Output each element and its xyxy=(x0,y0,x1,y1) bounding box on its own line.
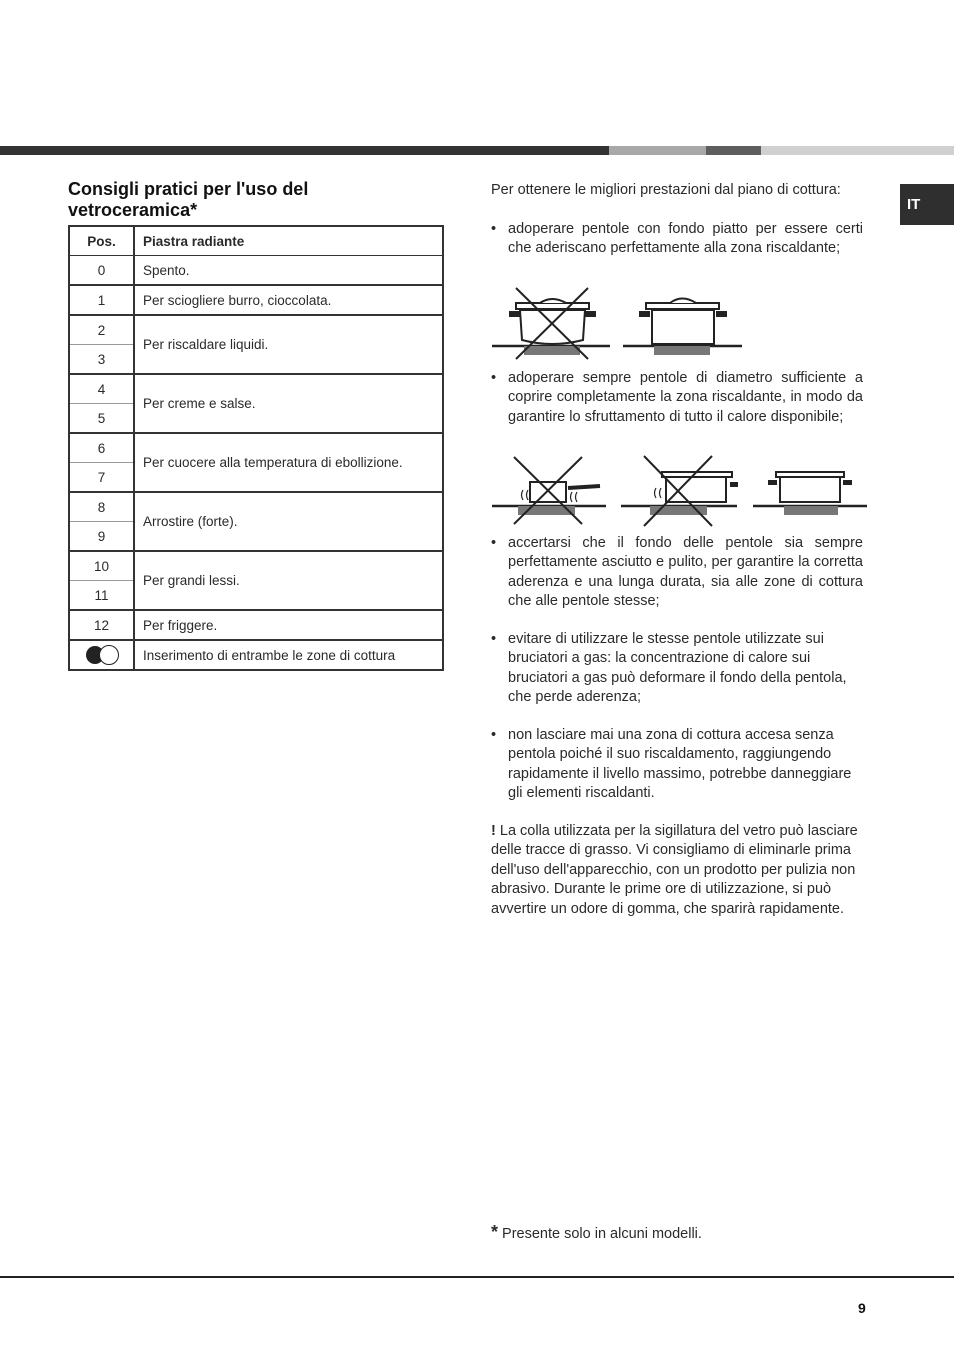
header-color-bar xyxy=(0,146,954,155)
table-row: 12 Per friggere. xyxy=(69,610,443,640)
page-number: 9 xyxy=(858,1300,866,1316)
warning-note: ! La colla utilizzata per la sigillatura del vetro può lasciare delle tracce di grasso. Vi consigliamo di eliminarle prima dell'uso dell'apparecchio, con un prodotto per pulizia non abrasivo. Durante le prime ore di utilizzazione, si può avvertire un odore di gomma, che sparirà rapidamente. xyxy=(491,823,858,917)
table-row: 7 xyxy=(69,463,443,493)
pan-diameter-illustration xyxy=(490,452,870,528)
footnote-mark: * xyxy=(491,1222,499,1242)
table-row: 5 xyxy=(69,404,443,434)
list-item: • adoperare pentole con fondo piatto per essere certi che aderiscano perfettamente alla zona riscaldante; xyxy=(491,221,863,257)
table-row: 3 xyxy=(69,345,443,375)
table-row: Inserimento di entrambe le zone di cottura xyxy=(69,640,443,670)
header-plate: Piastra radiante xyxy=(134,226,443,256)
footer-rule xyxy=(0,1276,954,1278)
list-item: • accertarsi che il fondo delle pentole sia sempre perfettamente asciutto e pulito, per garantire la corretta aderenza e una lunga durata, sia alle zone di cottura che alle pentole stesse; xyxy=(491,535,863,610)
table-row: 0 Spento. xyxy=(69,256,443,286)
warning-mark: ! xyxy=(491,823,496,839)
power-settings-table xyxy=(68,225,444,671)
header-pos: Pos. xyxy=(69,226,134,256)
table-row: 8 Arrostire (forte). xyxy=(69,492,443,522)
table-row: 10 Per grandi lessi. xyxy=(69,551,443,581)
dual-zone-icon xyxy=(86,645,118,665)
table-row: 4 Per creme e salse. xyxy=(69,374,443,404)
table-row: 1 Per sciogliere burro, cioccolata. xyxy=(69,285,443,315)
footnote: * Presente solo in alcuni modelli. xyxy=(491,1222,702,1242)
intro-text: Per ottenere le migliori prestazioni dal piano di cottura: xyxy=(491,182,841,198)
list-item: • adoperare sempre pentole di diametro sufficiente a coprire completamente la zona riscaldante, in modo da garantire lo sfruttamento di tutto il calore disponibile; xyxy=(491,370,863,425)
language-tab: IT xyxy=(900,184,954,225)
list-item: • evitare di utilizzare le stesse pentole utilizzate sui bruciatori a gas: la concentrazione di calore sui bruciatori a gas può deformare il fondo della pentola, che perde aderenza; xyxy=(491,631,847,706)
flat-bottom-pan-illustration xyxy=(490,284,750,360)
table-row: 11 xyxy=(69,581,443,611)
list-item: • non lasciare mai una zona di cottura accesa senza pentola poiché il suo riscaldamento, raggiungendo rapidamente il livello massimo, potrebbe danneggiare gli elementi riscaldanti. xyxy=(491,727,852,802)
section-title: Consigli pratici per l'uso del vetroceramica* xyxy=(68,179,309,220)
table-row: 6 Per cuocere alla temperatura di ebollizione. xyxy=(69,433,443,463)
table-row: 2 Per riscaldare liquidi. xyxy=(69,315,443,345)
table-row: 9 xyxy=(69,522,443,552)
